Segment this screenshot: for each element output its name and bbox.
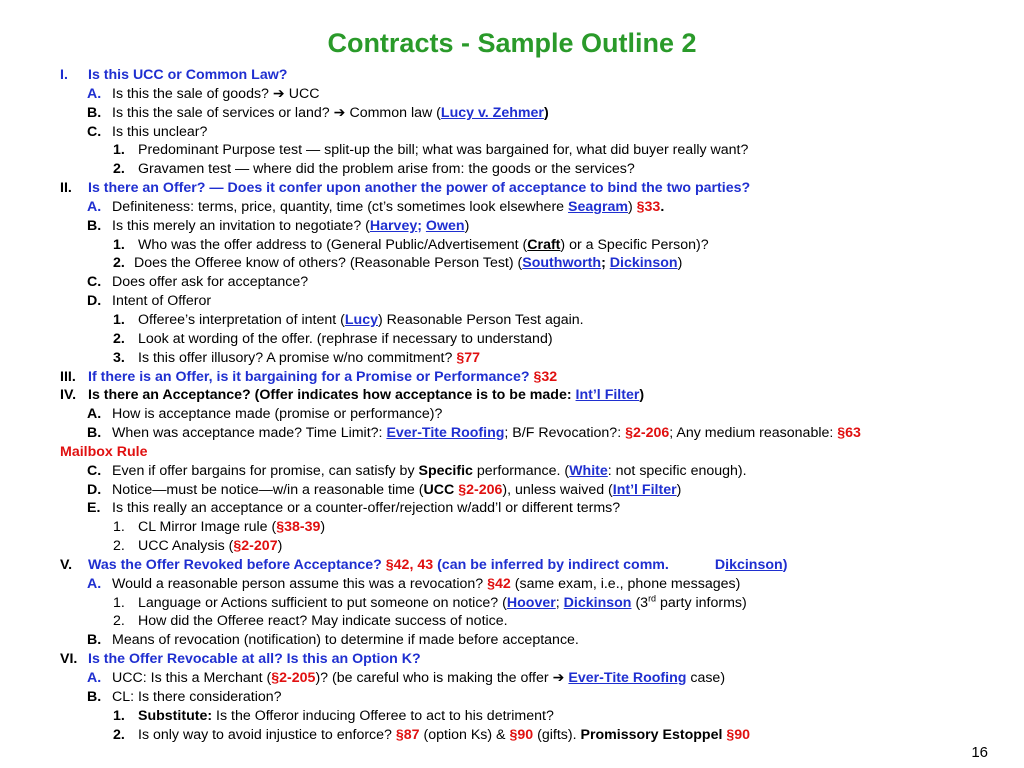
item-number: 1. [113,236,125,253]
section-ref: §63 [837,425,861,442]
item-text: Offeree’s interpretation of intent (Lucy) Reasonable Person Test again. [138,311,584,328]
item-number: A. [87,575,102,592]
outline-item-I-C-2 [60,160,1000,179]
item-text: If there is an Offer, is it bargaining for a Promise or Performance? §32 [88,368,558,385]
item-text: Is the Offer Revocable at all? Is this an Option K? [88,651,421,668]
item-number: 3. [113,349,125,366]
item-text: Definiteness: terms, price, quantity, time (ct’s sometimes look elsewhere Seagram) §33. [112,198,665,215]
outline-item-VI-B-2 [60,726,1000,745]
section-ref: §42 [487,575,511,592]
item-text: How is acceptance made (promise or performance)? [112,406,443,423]
case-link-ever-tite-roofing[interactable]: Ever-Tite Roofing [386,425,505,442]
page-number: 16 [971,744,988,761]
section-ref: §33 [636,198,661,215]
item-number: A. [87,406,102,423]
item-text: Is this unclear? [112,123,208,140]
item-number: IV. [60,387,77,404]
case-link-lucy-v-zehmer[interactable]: Lucy v. Zehmer [440,104,544,121]
outline-item-VI-A [60,669,1000,688]
case-link-harvey[interactable]: Harvey [369,217,418,234]
item-text: Notice—must be notice—w/in a reasonable time (UCC §2-206), unless waived (Int’l Filter) [112,481,682,498]
section-ref: §90 [509,726,534,743]
outline-item-IV-E-1 [60,518,1000,537]
section-ref: §2-206 [625,425,670,442]
item-text: Means of revocation (notification) to determine if made before acceptance. [112,632,579,649]
item-text: Mailbox Rule [60,443,148,460]
outline-item-V-B [60,631,1000,650]
item-text: Even if offer bargains for promise, can satisfy by Specific performance. (White: not specific enough). [112,462,747,479]
item-text: Language or Actions sufficient to put someone on notice? (Hoover; Dickinson (3rd party informs) [138,592,747,611]
item-number: 2. [113,161,125,178]
outline-item-II-A [60,198,1000,217]
item-text: Who was the offer address to (General Public/Advertisement (Craft) or a Specific Person)? [138,236,709,253]
section-ref: §90 [726,726,751,743]
outline-item-IV-B [60,424,1000,443]
outline-item-VI-B-1 [60,707,1000,726]
item-number: B. [87,104,102,121]
item-number: B. [87,688,102,705]
item-text: How did the Offeree react? May indicate success of notice. [138,613,508,630]
item-text: Is this the sale of goods? ➔ UCC [112,85,320,102]
item-text: Is this UCC or Common Law? [88,67,288,83]
item-number: B. [87,632,102,649]
outline-item-II-B-1 [60,236,1000,255]
case-link-intl-filter[interactable]: Int’l Filter [575,387,640,404]
item-number: A. [87,198,102,215]
outline-item-II-B [60,217,1000,236]
item-number: 2. [113,726,125,743]
section-ref: §38-39 [276,519,321,536]
item-text: Is there an Offer? — Does it confer upon another the power of acceptance to bind the two parties? [88,180,751,197]
outline-item-II-D-2 [60,330,1000,349]
outline-item-II-D [60,292,1000,311]
case-link-owen[interactable]: Owen [425,217,465,234]
item-number: 2. [113,613,125,630]
outline-item-IV-E [60,499,1000,518]
item-text: UCC Analysis (§2-207) [138,538,283,555]
item-number: 1. [113,142,125,159]
outline-item-I-B [60,104,1000,123]
item-number: A. [87,85,102,102]
right-arrow-icon: ➔ [272,85,285,102]
item-number: D. [87,293,102,310]
item-number: 2. [113,255,125,272]
outline-item-IV [60,386,1000,405]
item-number: C. [87,274,102,291]
outline-item-V [60,556,1000,575]
outline [60,66,1000,744]
case-link-dickinson[interactable]: Dickinson [609,255,678,272]
case-link-ever-tite-roofing[interactable]: Ever-Tite Roofing [568,670,687,686]
outline-item-IV-A [60,405,1000,424]
outline-item-IV-D [60,481,1000,500]
outline-item-VI [60,650,1000,669]
right-arrow-icon: ➔ [333,104,346,121]
item-text: Look at wording of the offer. (rephrase if necessary to understand) [138,330,553,347]
item-number: 1. [113,519,125,536]
item-text: Substitute: Is the Offeror inducing Offeree to act to his detriment? [138,707,554,724]
outline-item-III [60,368,1000,387]
item-number: B. [87,217,102,234]
outline-item-IV-E-2 [60,537,1000,556]
case-link-intl-filter[interactable]: Int’l Filter [612,481,677,498]
outline-item-VI-B [60,688,1000,707]
item-number: V. [60,556,73,573]
outline-item-I-A [60,85,1000,104]
item-number: II. [60,180,72,197]
case-link-lucy[interactable]: Lucy [344,311,379,328]
item-text: Is only way to avoid injustice to enforce? §87 (option Ks) & §90 (gifts). Promissory Estoppel §90 [138,726,751,743]
item-text: Is this offer illusory? A promise w/no commitment? §77 [138,349,480,366]
item-text: Is this merely an invitation to negotiate? (Harvey; Owen) [112,217,470,234]
outline-item-V-A-2 [60,612,1000,631]
item-number: 1. [113,707,125,724]
outline-item-V-A [60,575,1000,594]
item-text: Is this the sale of services or land? ➔ Common law (Lucy v. Zehmer) [112,104,549,121]
case-link-southworth[interactable]: Southworth [522,255,602,272]
item-number: III. [60,368,76,385]
section-ref: §87 [395,726,420,743]
outline-item-I [60,66,1000,85]
outline-item-IV-B-continued [60,443,1000,462]
item-number: VI. [60,651,78,668]
item-number: 1. [113,311,125,328]
section-ref: §32 [533,368,558,385]
item-number: B. [87,425,102,442]
case-link-hoover[interactable]: Hoover [506,594,556,611]
outline-item-I-C [60,123,1000,142]
item-text: CL Mirror Image rule (§38-39) [138,519,326,536]
item-text: Is this really an acceptance or a counter-offer/rejection w/add’l or different terms? [112,500,621,517]
item-number: I. [60,67,68,83]
section-ref: §2-207 [233,538,278,555]
outline-item-II-D-3 [60,349,1000,368]
section-ref: §77 [456,349,480,366]
outline-item-V-A-1 [60,594,1000,613]
item-number: A. [87,670,102,686]
outline-item-II-C [60,273,1000,292]
outline-item-II [60,179,1000,198]
section-ref: §2-205 [271,670,316,686]
item-number: D. [87,481,102,498]
case-link-seagram[interactable]: Seagram [568,198,628,215]
item-number: C. [87,462,102,479]
outline-item-II-B-2 [60,254,1000,273]
slide-title: Contracts - Sample Outline 2 [327,28,697,58]
item-text: Gravamen test — where did the problem arise from: the goods or the services? [138,161,635,178]
outline-item-II-D-1 [60,311,1000,330]
case-link-craft[interactable]: Craft [527,236,561,253]
section-ref: §42, 43 [385,556,434,573]
outline-item-IV-C [60,462,1000,481]
section-ref: §2-206 [458,481,503,498]
item-text: Does offer ask for acceptance? [112,274,309,291]
item-number: 2. [113,330,125,347]
item-text: Predominant Purpose test — split-up the bill; what was bargained for, what did buyer really want? [138,142,749,159]
case-link-dickinson[interactable]: ikcinson [725,556,783,573]
item-text: Is there an Acceptance? (Offer indicates how acceptance is to be made: Int’l Filter) [88,387,645,404]
item-text: Was the Offer Revoked before Acceptance? §42, 43 (can be inferred by indirect comm. Dikcinson) [88,556,788,573]
item-text: CL: Is there consideration? [112,688,282,705]
item-text: When was acceptance made? Time Limit?: Ever-Tite Roofing; B/F Revocation?: §2-206; Any medium reasonable: §63 [112,425,861,442]
item-number: 2. [113,538,125,555]
item-text: Intent of Offeror [112,293,212,310]
outline-item-I-C-1 [60,141,1000,160]
right-arrow-icon: ➔ [552,670,565,686]
case-link-white[interactable]: White [569,462,608,479]
case-link-dickinson[interactable]: Dickinson [563,594,632,611]
item-number: E. [87,500,101,517]
item-number: 1. [113,594,125,611]
item-text: Would a reasonable person assume this was a revocation? §42 (same exam, i.e., phone messages) [112,575,741,592]
item-text: Does the Offeree know of others? (Reasonable Person Test) (Southworth; Dickinson) [134,255,683,272]
item-text: UCC: Is this a Merchant (§2-205)? (be careful who is making the offer ➔ Ever-Tite Roofing case) [112,670,726,686]
item-number: C. [87,123,102,140]
